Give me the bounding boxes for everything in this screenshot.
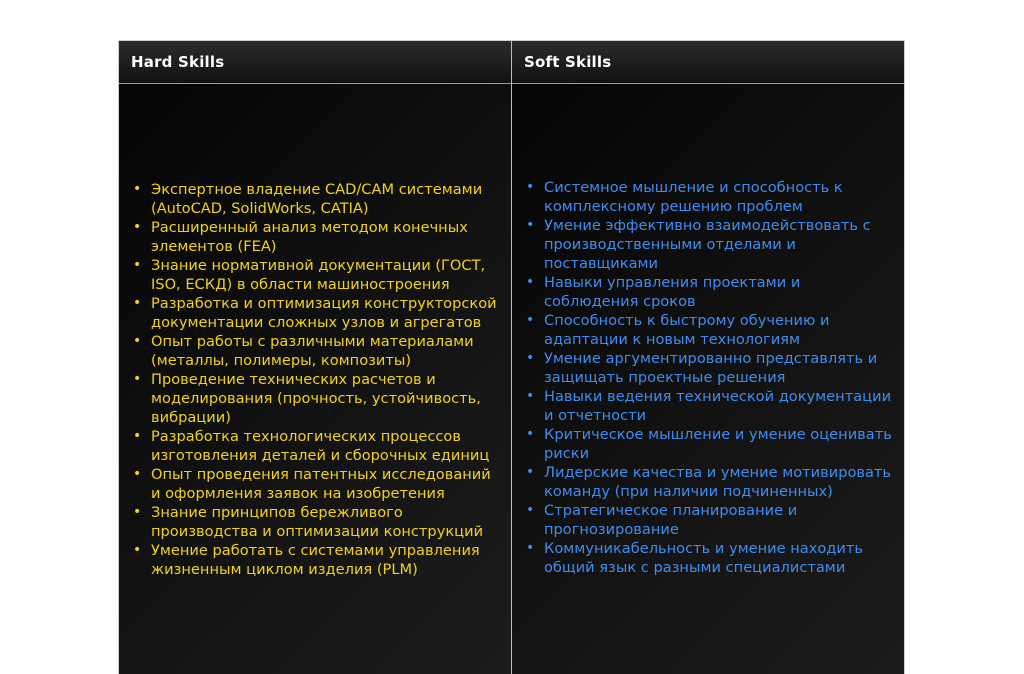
list-item-text: Критическое мышление и умение оценивать риски	[544, 425, 892, 462]
soft-skills-body	[512, 84, 904, 674]
bullet-icon: •	[133, 541, 142, 558]
list-item-text: Знание нормативной документации (ГОСТ, ISO, ЕСКД) в области машиностроения	[151, 256, 486, 293]
list-item-text: Разработка и оптимизация конструкторской документации сложных узлов и агрегатов	[151, 294, 497, 331]
list-item-text: Экспертное владение CAD/CAM системами (AutoCAD, SolidWorks, CATIA)	[151, 180, 483, 217]
list-item	[526, 311, 904, 349]
list-item-text: Лидерские качества и умение мотивировать команду (при наличии подчиненных)	[544, 463, 892, 500]
list-item	[133, 503, 511, 541]
soft-skills-list	[512, 178, 904, 577]
list-item-text: Опыт проведения патентных исследований и оформления заявок на изобретения	[151, 465, 491, 502]
list-item	[133, 427, 511, 465]
bullet-icon: •	[133, 218, 142, 235]
list-item-text: Расширенный анализ методом конечных элементов (FEA)	[151, 218, 468, 255]
list-item	[133, 370, 511, 427]
list-item	[133, 256, 511, 294]
bullet-icon: •	[133, 503, 142, 520]
bullet-icon: •	[133, 427, 142, 444]
list-item-text: Системное мышление и способность к комплексному решению проблем	[544, 178, 843, 215]
list-item-text: Коммуникабельность и умение находить общий язык с разными специалистами	[544, 539, 863, 576]
hard-skills-list	[119, 180, 511, 579]
list-item-text: Умение эффективно взаимодействовать с производственными отделами и поставщиками	[544, 216, 871, 272]
list-item	[526, 463, 904, 501]
list-item-text: Опыт работы с различными материалами (металлы, полимеры, композиты)	[151, 332, 474, 369]
list-item-text: Умение работать с системами управления жизненным циклом изделия (PLM)	[151, 541, 480, 578]
bullet-icon: •	[526, 273, 535, 290]
list-item	[133, 294, 511, 332]
soft-skills-column	[511, 41, 904, 674]
list-item	[526, 273, 904, 311]
hard-skills-header: Hard Skills	[119, 41, 511, 84]
hard-skills-column	[119, 41, 511, 674]
list-item	[133, 465, 511, 503]
list-item	[133, 180, 511, 218]
list-item-text: Знание принципов бережливого производства и оптимизации конструкций	[151, 503, 484, 540]
bullet-icon: •	[133, 180, 142, 197]
list-item	[526, 501, 904, 539]
bullet-icon: •	[526, 178, 535, 195]
bullet-icon: •	[526, 387, 535, 404]
bullet-icon: •	[526, 349, 535, 366]
bullet-icon: •	[133, 370, 142, 387]
list-item-text: Проведение технических расчетов и моделирования (прочность, устойчивость, вибрации)	[151, 370, 481, 426]
bullet-icon: •	[133, 332, 142, 349]
bullet-icon: •	[133, 256, 142, 273]
bullet-icon: •	[526, 311, 535, 328]
list-item	[133, 218, 511, 256]
list-item	[133, 541, 511, 579]
list-item	[526, 387, 904, 425]
list-item-text: Стратегическое планирование и прогнозирование	[544, 501, 798, 538]
bullet-icon: •	[526, 463, 535, 480]
list-item	[133, 332, 511, 370]
list-item-text: Разработка технологических процессов изготовления деталей и сборочных единиц	[151, 427, 490, 464]
list-item	[526, 216, 904, 273]
bullet-icon: •	[133, 465, 142, 482]
list-item-text: Навыки управления проектами и соблюдения сроков	[544, 273, 801, 310]
list-item	[526, 178, 904, 216]
bullet-icon: •	[526, 539, 535, 556]
list-item	[526, 425, 904, 463]
list-item	[526, 349, 904, 387]
bullet-icon: •	[133, 294, 142, 311]
list-item-text: Умение аргументированно представлять и защищать проектные решения	[544, 349, 878, 386]
soft-skills-header: Soft Skills	[512, 41, 904, 84]
list-item	[526, 539, 904, 577]
hard-skills-body	[119, 84, 511, 674]
bullet-icon: •	[526, 501, 535, 518]
skills-table	[118, 40, 905, 674]
list-item-text: Способность к быстрому обучению и адаптации к новым технологиям	[544, 311, 830, 348]
list-item-text: Навыки ведения технической документации и отчетности	[544, 387, 892, 424]
bullet-icon: •	[526, 425, 535, 442]
bullet-icon: •	[526, 216, 535, 233]
